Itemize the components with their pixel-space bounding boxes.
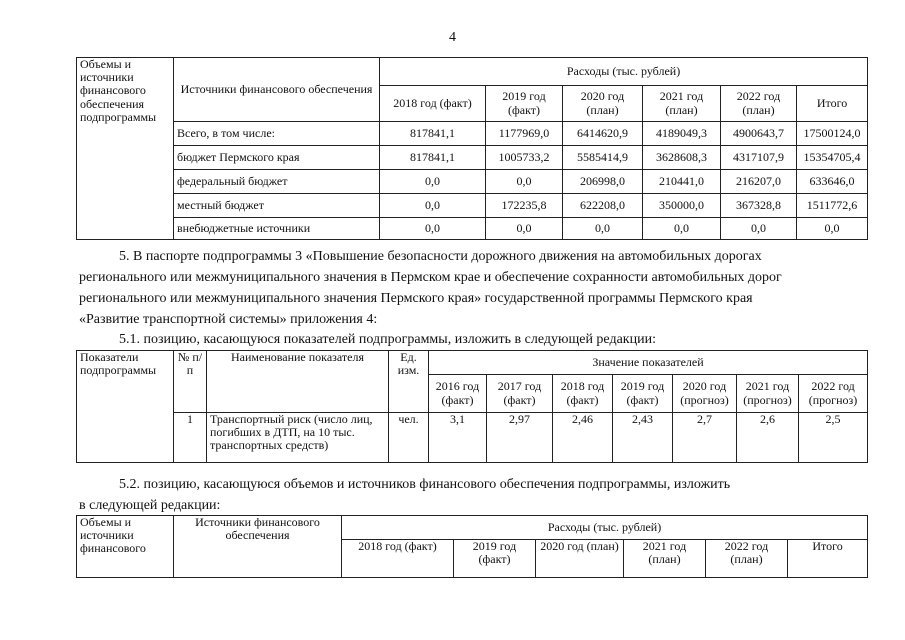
indicator-name: Транспортный риск (число лиц, погибших в ДТП, на 10 тыс. транспортных средств) xyxy=(207,413,389,463)
paragraph-line: регионального или межмуниципального значения в Пермском крае и обеспечение сохранности автомобильных дорог xyxy=(79,270,782,285)
cell-value: 4189049,3 xyxy=(643,122,721,146)
cell-value: 210441,0 xyxy=(643,170,721,194)
cell-value: 2,43 xyxy=(613,413,673,463)
cell-value: 0,0 xyxy=(380,170,486,194)
cell-value: 4900643,7 xyxy=(721,122,797,146)
year-header: 2020 год (план) xyxy=(536,540,624,578)
year-header: 2021 год (план) xyxy=(643,86,721,122)
name-header: Наименование показателя xyxy=(207,351,389,413)
row-header: Объемы и источники финансового обеспечения подпрограммы xyxy=(77,58,174,240)
cell-value: 206998,0 xyxy=(563,170,643,194)
year-header: 2022 год (план) xyxy=(721,86,797,122)
row-number: 1 xyxy=(174,413,207,463)
year-header: 2019 год (факт) xyxy=(486,86,563,122)
cell-value: 2,6 xyxy=(737,413,799,463)
indicator-unit: чел. xyxy=(389,413,429,463)
cell-value: 172235,8 xyxy=(486,194,563,218)
paragraph-5 xyxy=(79,246,866,330)
expenses-header: Расходы (тыс. рублей) xyxy=(380,58,868,86)
year-header: 2020 год (прогноз) xyxy=(673,375,737,413)
cell-value: 17500124,0 xyxy=(797,122,868,146)
financing-table-2 xyxy=(76,515,868,578)
year-header: 2022 год (план) xyxy=(706,540,788,578)
cell-value: 0,0 xyxy=(486,170,563,194)
cell-value: 0,0 xyxy=(380,194,486,218)
table-row xyxy=(77,194,868,218)
cell-value: 0,0 xyxy=(380,218,486,240)
sources-header: Источники финансового обеспечения xyxy=(174,516,342,578)
cell-value: 3,1 xyxy=(429,413,487,463)
financing-table-1 xyxy=(76,57,868,240)
cell-value: 6414620,9 xyxy=(563,122,643,146)
year-header: 2016 год (факт) xyxy=(429,375,487,413)
cell-value: 2,7 xyxy=(673,413,737,463)
table-row xyxy=(77,122,868,146)
cell-value: 4317107,9 xyxy=(721,146,797,170)
cell-value: 633646,0 xyxy=(797,170,868,194)
year-header: Итого xyxy=(788,540,868,578)
year-header: 2022 год (прогноз) xyxy=(799,375,868,413)
cell-value: 1005733,2 xyxy=(486,146,563,170)
row-label: бюджет Пермского края xyxy=(174,146,380,170)
paragraph-5-1: 5.1. позицию, касающуюся показателей подпрограммы, изложить в следующей редакции: xyxy=(119,332,656,347)
year-header: 2019 год (факт) xyxy=(613,375,673,413)
year-header: 2018 год (факт) xyxy=(380,86,486,122)
row-label: федеральный бюджет xyxy=(174,170,380,194)
cell-value: 0,0 xyxy=(797,218,868,240)
cell-value: 622208,0 xyxy=(563,194,643,218)
indicators-table xyxy=(76,350,868,463)
table-row xyxy=(77,170,868,194)
paragraph-line: регионального или межмуниципального значения Пермского края» государственной программы Пермского края xyxy=(79,291,753,306)
values-header: Значение показателей xyxy=(429,351,868,375)
year-header: 2018 год (факт) xyxy=(553,375,613,413)
row-header: Объемы и источники финансового xyxy=(77,516,174,578)
cell-value: 1511772,6 xyxy=(797,194,868,218)
year-header: 2019 год (факт) xyxy=(454,540,536,578)
paragraph-line: в следующей редакции: xyxy=(79,498,221,513)
cell-value: 0,0 xyxy=(643,218,721,240)
row-label: внебюджетные источники xyxy=(174,218,380,240)
cell-value: 5585414,9 xyxy=(563,146,643,170)
cell-value: 1177969,0 xyxy=(486,122,563,146)
year-header: Итого xyxy=(797,86,868,122)
paragraph-5-2 xyxy=(79,474,866,516)
expenses-header: Расходы (тыс. рублей) xyxy=(342,516,868,540)
row-label: местный бюджет xyxy=(174,194,380,218)
cell-value: 2,46 xyxy=(553,413,613,463)
cell-value: 2,97 xyxy=(487,413,553,463)
cell-value: 3628608,3 xyxy=(643,146,721,170)
cell-value: 817841,1 xyxy=(380,122,486,146)
year-header: 2021 год (план) xyxy=(624,540,706,578)
paragraph-line: «Развитие транспортной системы» приложения 4: xyxy=(79,312,378,327)
cell-value: 367328,8 xyxy=(721,194,797,218)
sources-header: Источники финансового обеспечения xyxy=(174,58,380,122)
unit-header: Ед. изм. xyxy=(389,351,429,413)
cell-value: 0,0 xyxy=(486,218,563,240)
cell-value: 350000,0 xyxy=(643,194,721,218)
paragraph-line: 5. В паспорте подпрограммы 3 «Повышение безопасности дорожного движения на автомобильных дорогах xyxy=(119,249,762,264)
cell-value: 0,0 xyxy=(721,218,797,240)
table-row xyxy=(77,218,868,240)
cell-value: 0,0 xyxy=(563,218,643,240)
row-label: Всего, в том числе: xyxy=(174,122,380,146)
table-row xyxy=(77,146,868,170)
year-header: 2020 год (план) xyxy=(563,86,643,122)
cell-value: 2,5 xyxy=(799,413,868,463)
row-header: Показатели подпрограммы xyxy=(77,351,174,463)
cell-value: 15354705,4 xyxy=(797,146,868,170)
cell-value: 817841,1 xyxy=(380,146,486,170)
year-header: 2021 год (прогноз) xyxy=(737,375,799,413)
page-number: 4 xyxy=(449,30,456,45)
num-header: № п/п xyxy=(174,351,207,413)
cell-value: 216207,0 xyxy=(721,170,797,194)
paragraph-line: 5.2. позицию, касающуюся объемов и источников финансового обеспечения подпрограммы, изложить xyxy=(119,477,731,492)
year-header: 2018 год (факт) xyxy=(342,540,454,578)
table-row xyxy=(77,413,868,463)
year-header: 2017 год (факт) xyxy=(487,375,553,413)
